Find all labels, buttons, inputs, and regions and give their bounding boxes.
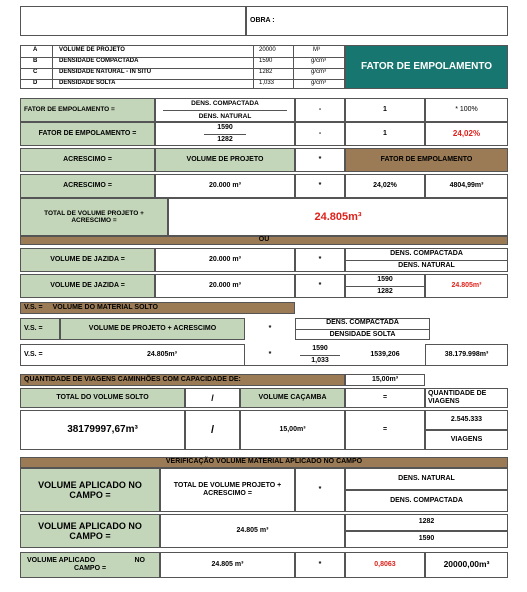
fraction-denominator: 1590 [345,531,508,548]
vs-formula-header: VOLUME DE PROJETO + ACRESCIMO [60,318,245,340]
fraction-numerator: 1282 [345,514,508,531]
legend-label: DENSIDADE NATURAL - IN SITU [59,69,152,75]
fraction-numerator: 1590 [312,345,328,353]
operator: / [185,388,240,408]
operator: - [295,122,345,146]
fraction-numerator: 1590 [217,124,233,132]
fator-fraction [155,98,295,122]
operator: - [295,98,345,122]
obra-label: OBRA : [250,16,275,24]
vs-header-bar [20,302,295,314]
vs-label: V.S. = [20,344,80,366]
legend-unit: g/cm³ [311,69,326,75]
label-part: NO [134,556,145,564]
legend-row [21,46,344,57]
total-value: 24.805m³ [168,198,508,236]
operator: * [268,350,272,358]
campo-volume: 24.805 m³ [160,514,345,548]
legend-value: 20000 [259,47,276,53]
legend-unit: g/cm³ [311,58,326,64]
legend-unit: M³ [313,47,320,53]
volume-aplicado-label: VOLUME APLICADO NO CAMPO = [20,468,160,512]
viagens-count: 2.545.333 [425,410,508,430]
volume-projeto-value: 20.000 m³ [155,174,295,198]
jazida-fraction [345,248,508,272]
fraction-numerator: 1590 [377,276,393,284]
campo-result: 20000,00m³ [425,552,508,578]
vs-fraction [295,344,345,366]
acrescimo-label: ACRESCIMO = [20,174,155,198]
vs-prefix: V.S. = [24,303,43,311]
legend-table [20,45,345,89]
fraction-numerator: DENS. NATURAL [345,468,508,490]
legend-label: VOLUME DE PROJETO [59,47,125,53]
legend-value: 1,033 [259,80,275,86]
operator: * [295,174,345,198]
fraction-denominator: 1282 [377,287,393,295]
fator-label: FATOR DE EMPOLAMENTO = [20,98,155,122]
acrescimo-result: 4804,99m³ [425,174,508,198]
operator: * [295,552,345,578]
legend-letter: B [33,58,38,64]
vs-fraction [295,318,430,340]
operator: * [295,148,345,172]
jazida-result: 24.805m³ [425,274,508,298]
vs-result: 38.179.998m³ [425,344,508,366]
campo-factor: 0,8063 [345,552,425,578]
volume-cacamba-header: VOLUME CAÇAMBA [240,388,345,408]
legend-letter: C [33,69,38,75]
operator: * [268,324,272,332]
operator: = [345,388,425,408]
legend-unit: g/cm³ [311,80,326,86]
fraction-denominator: 1,033 [311,356,329,364]
fator-value: 24,02% [345,174,425,198]
legend-letter: A [33,47,38,53]
legend-row [21,79,344,90]
legend-label: DENSIDADE COMPACTADA [59,58,139,64]
viagens-unit: VIAGENS [425,430,508,450]
empolamento-title: FATOR DE EMPOLAMENTO [345,45,508,89]
cacamba-capacity: 15,00m³ [345,374,425,386]
fraction-numerator: DENS. COMPACTADA [191,100,259,108]
jazida-label: VOLUME DE JAZIDA = [20,248,155,272]
header-blank-cell [20,6,246,36]
legend-row [21,68,344,79]
label-part: VOLUME APLICADO [27,556,96,564]
fator-result: 24,02% [425,122,508,146]
label-part: CAMPO = [73,565,107,572]
fraction-numerator: DENS. COMPACTADA [326,319,399,327]
operator: * [295,274,345,298]
total-volume-solto-value: 38179997,67m³ [20,410,185,450]
total-volume-solto-header: TOTAL DO VOLUME SOLTO [20,388,185,408]
legend-letter: D [33,80,38,86]
legend-value: 1590 [259,58,273,64]
acrescimo-label: ACRESCIMO = [20,148,155,172]
volume-cacamba-value: 15,00m³ [240,410,345,450]
one-value: 1 [345,98,425,122]
operator: * [295,468,345,512]
jazida-label: VOLUME DE JAZIDA = [20,274,155,298]
obra-cell [246,6,508,36]
jazida-volume: 20.000 m³ [155,274,295,298]
fraction-denominator: DENS. NATURAL [198,112,252,120]
vs-label: V.S. = [20,318,60,340]
volume-aplicado-label [20,552,160,578]
vs-header-label: VOLUME DO MATERIAL SOLTO [52,303,158,311]
legend-label: DENSIDADE SOLTA [59,80,116,86]
one-value: 1 [345,122,425,146]
fraction-denominator: DENS. NATURAL [398,261,455,269]
total-label: TOTAL DE VOLUME PROJETO + ACRESCIMO = [20,198,168,236]
operator: * [295,248,345,272]
operator: / [185,410,240,450]
ou-divider: OU [20,236,508,245]
jazida-fraction [345,274,425,298]
campo-volume: 24.805 m³ [160,552,295,578]
fraction-denominator: DENS. COMPACTADA [345,490,508,512]
fator-empolamento-header: FATOR DE EMPOLAMENTO [345,148,508,172]
percent-note: * 100% [425,98,508,122]
jazida-volume: 20.000 m³ [155,248,295,272]
legend-row [21,57,344,68]
vs-ratio: 1539,206 [370,350,400,358]
fraction-numerator: DENS. COMPACTADA [390,250,463,258]
fraction-denominator: 1282 [217,135,233,143]
quantidade-viagens-header: QUANTIDADE DE VIAGENS [425,388,508,408]
fraction-denominator: DENSIDADE SOLTA [329,330,396,338]
volume-aplicado-label: VOLUME APLICADO NO CAMPO = [20,514,160,548]
fator-fraction [155,122,295,146]
volume-projeto-header: VOLUME DE PROJETO [155,148,295,172]
operator: = [345,410,425,450]
verificacao-bar: VERIFICAÇÃO VOLUME MATERIAL APLICADO NO CAMPO [20,457,508,468]
legend-value: 1282 [259,69,273,75]
fator-label: FATOR DE EMPOLAMENTO = [20,122,155,146]
campo-formula: TOTAL DE VOLUME PROJETO + ACRESCIMO = [160,468,295,512]
viagens-header-bar: QUANTIDADE DE VIAGENS CAMINHÕES COM CAPACIDADE DE: [20,374,345,386]
vs-volume: 24.805m³ [80,344,245,366]
